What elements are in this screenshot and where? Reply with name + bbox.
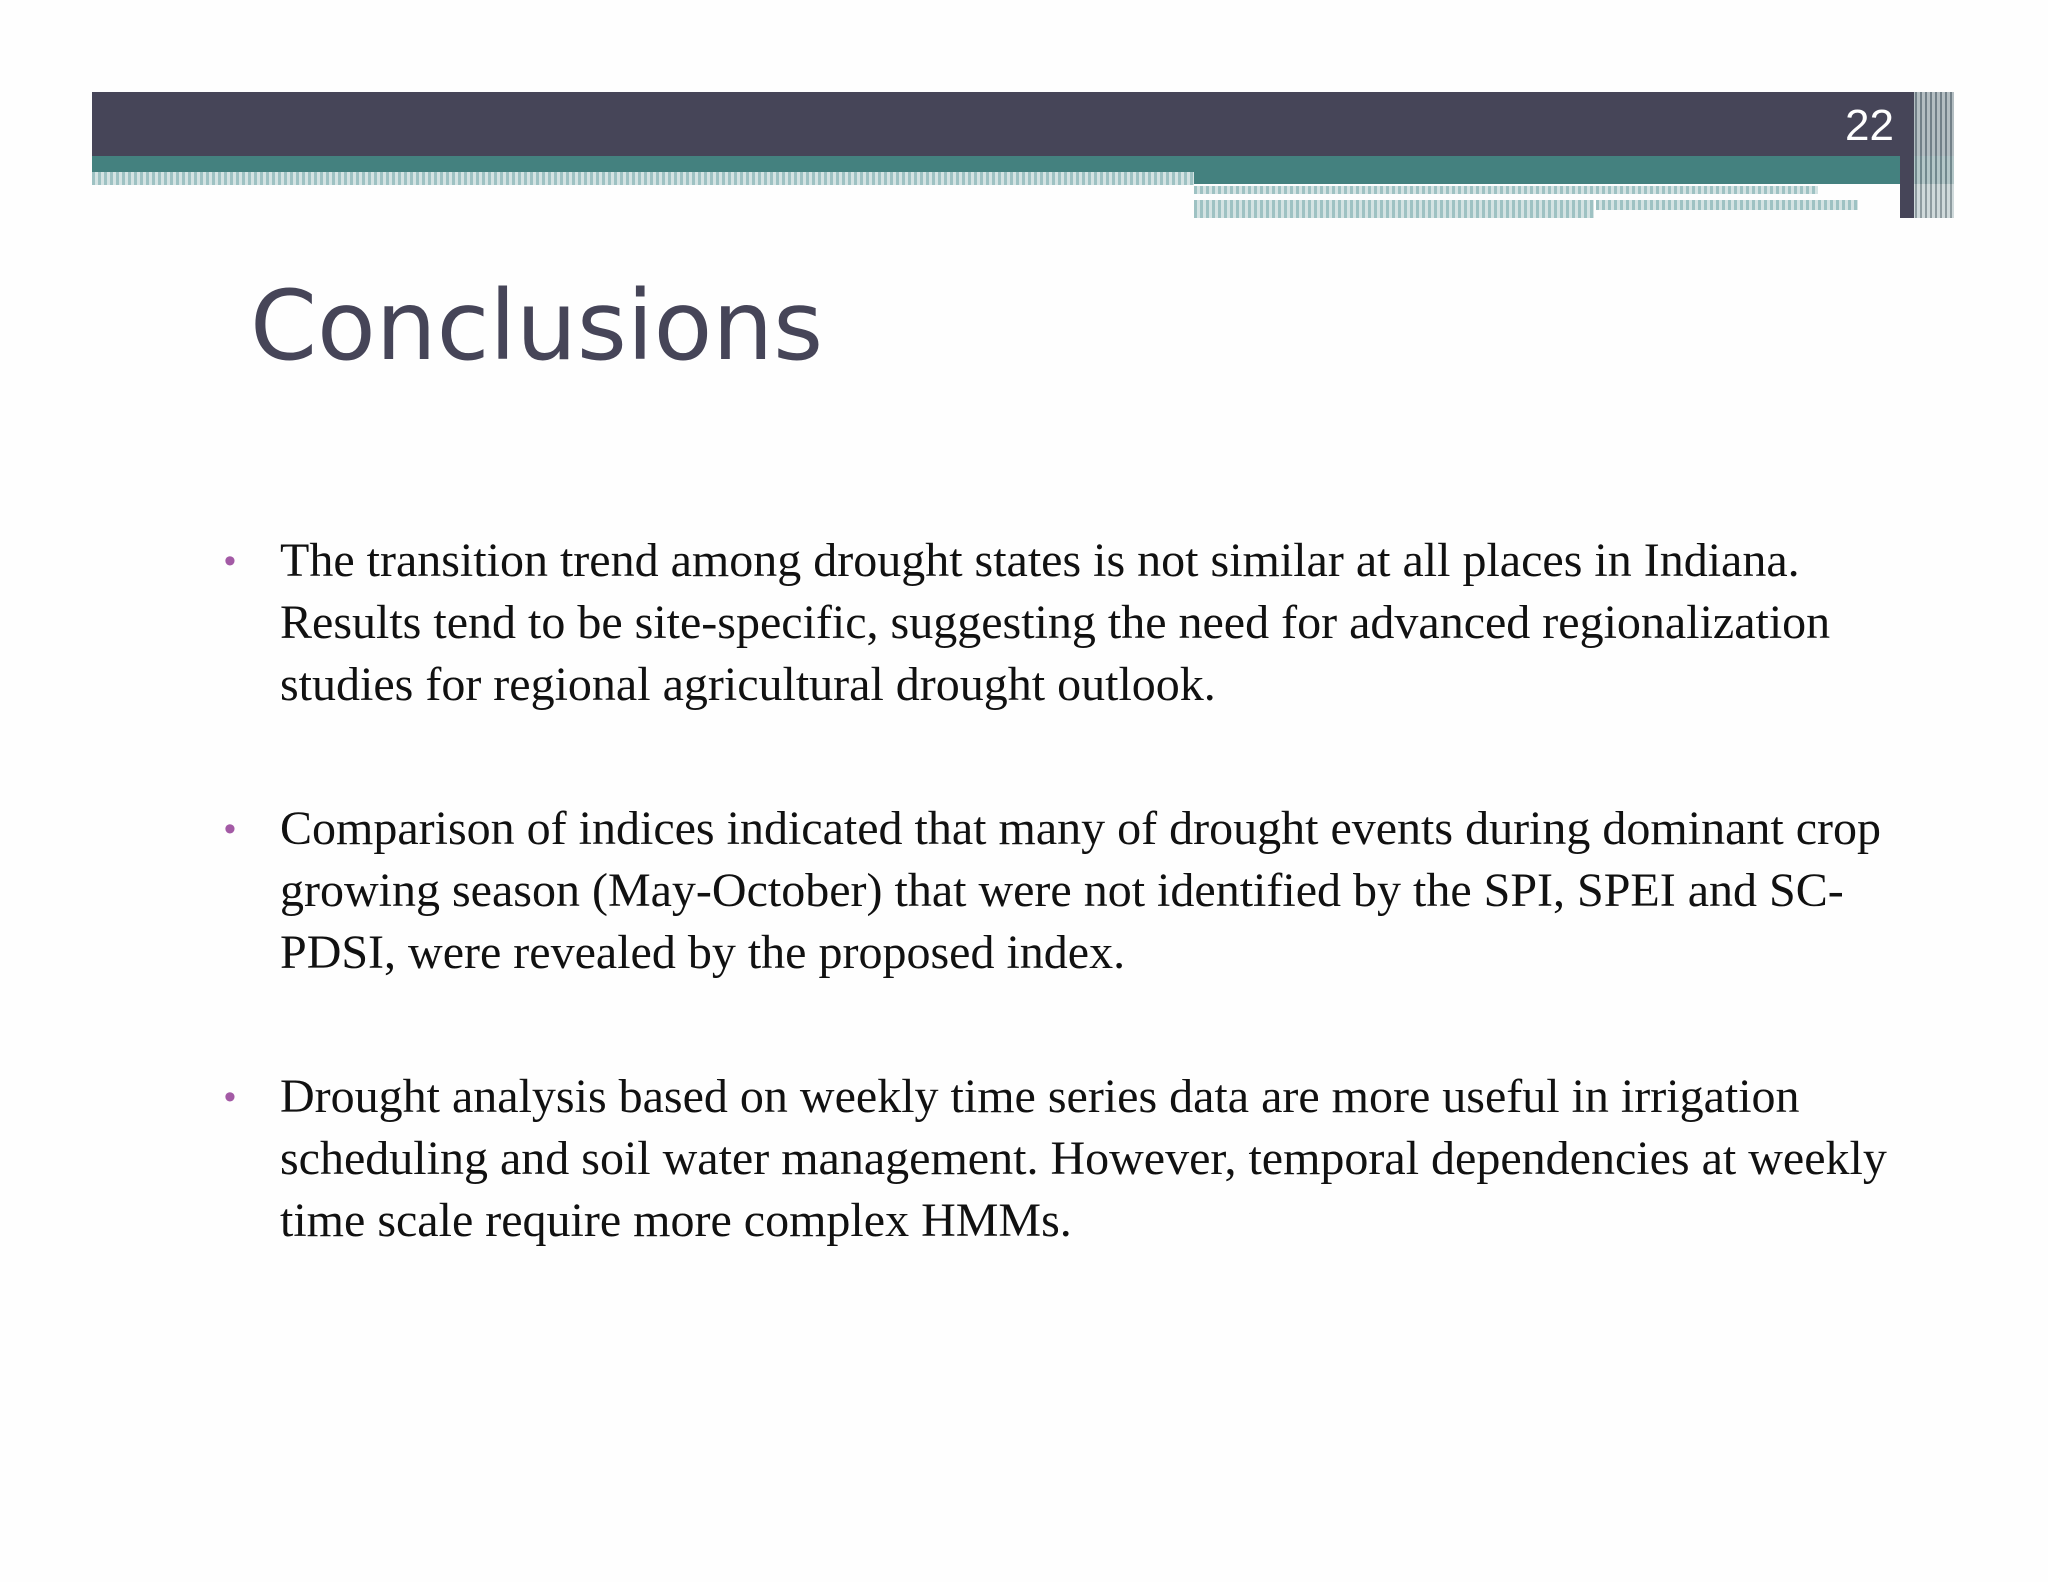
slide-title: Conclusions [250, 270, 824, 382]
bullet-text: Drought analysis based on weekly time series data are more useful in irrigation scheduling and soil water management. However, temporal dependencies at weekly time scale require more complex HMMs. [280, 1070, 1887, 1247]
bullet-text: Comparison of indices indicated that many of drought events during dominant crop growing season (May-October) that were not identified by the SPI, SPEI and SC-PDSI, were revealed by the proposed index. [280, 802, 1881, 979]
bullet-marker: • [224, 810, 236, 848]
header-band-dark [92, 92, 1954, 156]
bullet-list [220, 530, 1900, 1334]
page-number: 22 [1845, 101, 1894, 150]
header-edge-mask [1900, 92, 1914, 218]
header-stripe-left [92, 172, 1194, 185]
bullet-text: The transition trend among drought states is not similar at all places in Indiana. Results tend to be site-specific, suggesting the need for advanced regionalization studies for regional agricultural drought outlook. [280, 534, 1831, 711]
header-stripe-right-2 [1194, 200, 1594, 218]
header-band-teal [92, 156, 1954, 172]
header-teal-right-block [1194, 172, 1954, 184]
bullet-marker: • [224, 1078, 236, 1116]
bullet-item [220, 798, 1900, 984]
bullet-marker: • [224, 542, 236, 580]
bullet-item [220, 1066, 1900, 1252]
header-stripe-right-3 [1596, 200, 1858, 210]
header-stripe-right-1 [1194, 186, 1818, 194]
bullet-item [220, 530, 1900, 716]
